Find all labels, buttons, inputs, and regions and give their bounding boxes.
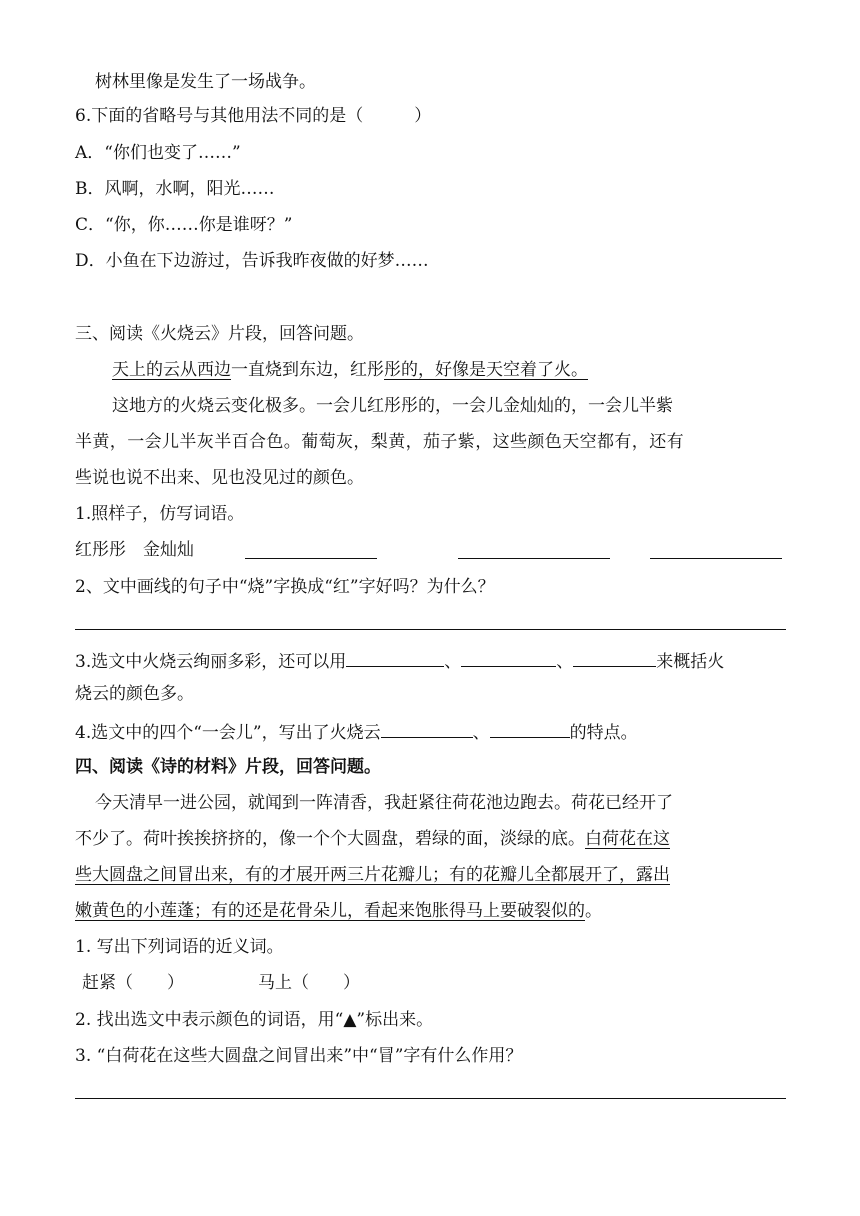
answer-line[interactable] (75, 629, 786, 630)
example-words: 红彤彤 金灿灿 (75, 540, 194, 560)
underlined-part-1: 天上的云从西边 (112, 360, 231, 380)
answer-blank[interactable] (458, 540, 610, 559)
answer-blank[interactable] (245, 540, 377, 559)
answer-blank[interactable] (381, 719, 473, 738)
question-6: 6.下面的省略号与其他用法不同的是（ ） (75, 106, 432, 126)
question-text: 3.选文中火烧云绚丽多彩，还可以用 (75, 652, 347, 672)
section-3-question-1: 1.照样子，仿写词语。 (75, 504, 245, 524)
answer-blank[interactable] (346, 648, 444, 667)
question-text: 的特点。 (569, 723, 638, 743)
option-b: B．风啊，水啊，阳光…… (75, 179, 275, 199)
answer-blank[interactable] (461, 648, 556, 667)
question-text: 来概括火 (656, 652, 725, 672)
plain-part: 不少了。荷叶挨挨挤挤的，像一个个大圆盘，碧绿的面，淡绿的底。 (75, 829, 585, 849)
paragraph-line: 这地方的火烧云变化极多。一会儿红彤彤的，一会儿金灿灿的，一会儿半紫 (112, 396, 673, 416)
paragraph-line: 半黄，一会儿半灰半百合色。葡萄灰，梨黄，茄子紫，这些颜色天空都有，还有 (75, 432, 684, 452)
underlined-part-2: 彤的，好像是天空着了火。 (384, 360, 588, 380)
section-3-question-3 (75, 648, 724, 674)
underlined-line: 些大圆盘之间冒出来，有的才展开两三片花瓣儿；有的花瓣儿全都展开了，露出 (75, 865, 670, 885)
option-d: D．小鱼在下边游过，告诉我昨夜做的好梦…… (75, 251, 429, 271)
answer-blank[interactable] (573, 648, 656, 667)
underlined-sentence (112, 358, 588, 382)
separator: 、 (556, 652, 574, 672)
section-4-question-3: 3. “白荷花在这些大圆盘之间冒出来”中“冒”字有什么作用？ (75, 1046, 523, 1066)
answer-blank[interactable] (490, 719, 570, 738)
synonym-item: 赶紧（ ） (82, 973, 184, 993)
paragraph-line: 今天清早一进公园，就闻到一阵清香，我赶紧往荷花池边跑去。荷花已经开了 (95, 793, 673, 813)
underlined-part: 白荷花在这 (585, 829, 670, 849)
paragraph-line (75, 827, 670, 851)
section-4-question-1: 1. 写出下列词语的近义词。 (75, 937, 284, 957)
underlined-part: 嫩黄色的小莲蓬；有的还是花骨朵儿，看起来饱胀得马上要破裂似的 (75, 901, 585, 921)
continuation-text: 树林里像是发生了一场战争。 (95, 72, 316, 92)
section-3-heading: 三、阅读《火烧云》片段，回答问题。 (75, 324, 364, 344)
plain-part: 一直烧到东边，红彤 (231, 360, 384, 380)
paragraph-line: 些说也说不出来、见也没见过的颜色。 (75, 468, 364, 488)
separator: 、 (444, 652, 462, 672)
separator: 、 (472, 723, 490, 743)
section-3-question-2: 2、文中画线的句子中“烧”字换成“红”字好吗？为什么？ (75, 577, 495, 597)
question-text-continued: 烧云的颜色多。 (75, 684, 194, 704)
answer-line[interactable] (75, 1098, 786, 1099)
answer-blank[interactable] (650, 540, 782, 559)
paragraph-line (75, 899, 602, 923)
synonym-item: 马上（ ） (258, 973, 360, 993)
plain-part: 。 (585, 901, 602, 921)
section-4-heading: 四、阅读《诗的材料》片段，回答问题。 (75, 757, 381, 777)
question-text: 4.选文中的四个“一会儿”，写出了火烧云 (75, 723, 381, 743)
option-c: C．“你，你……你是谁呀？” (75, 215, 293, 235)
section-4-question-2: 2. 找出选文中表示颜色的词语，用“▲”标出来。 (75, 1010, 434, 1030)
section-3-question-4 (75, 719, 638, 745)
option-a: A．“你们也变了……” (75, 143, 241, 163)
